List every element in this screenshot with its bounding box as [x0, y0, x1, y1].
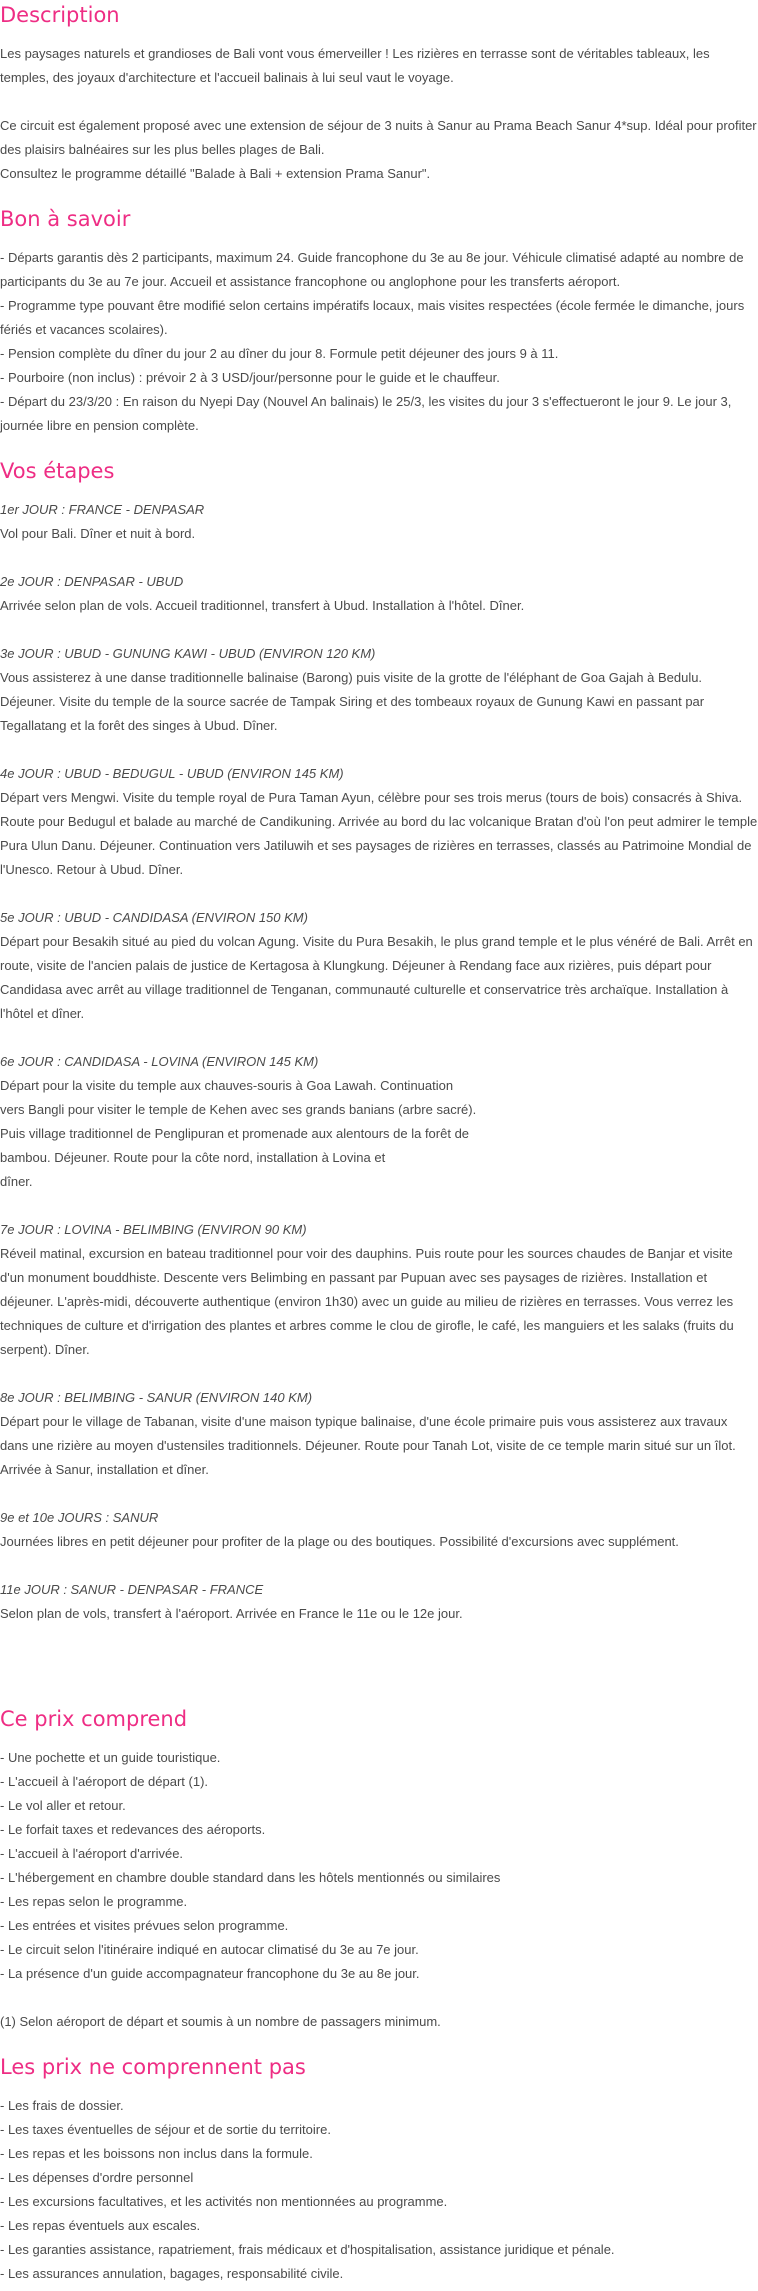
list-item: - Départs garantis dès 2 participants, maximum 24. Guide francophone du 3e au 8e jour. Véhicule climatisé adapté au nombre de participants du 3e au 7e jour. Accueil et assistance francophone ou anglophone pour les transferts aéroport.: [0, 250, 744, 289]
list-item: - Le vol aller et retour.: [0, 1798, 126, 1813]
list-item: - Les repas et les boissons non inclus dans la formule.: [0, 2146, 313, 2161]
day-title: 2e JOUR : DENPASAR - UBUD: [0, 574, 184, 589]
day-text: Départ vers Mengwi. Visite du temple royal de Pura Taman Ayun, célèbre pour ses trois merus (tours de bois) consacrés à Shiva. Route pour Bedugul et balade au marché de Candikuning. Arrivée au bord du lac volcanique Bratan d'où l'on peut admirer le temple Pura Ulun Danu. Déjeuner. Continuation vers Jatiluwih et ses paysages de rizières en terrasses, classés au Patrimoine Mondial de l'Unesco. Retour à Ubud. Dîner.: [0, 790, 758, 877]
day-title: 6e JOUR : CANDIDASA - LOVINA (ENVIRON 145 KM): [0, 1054, 319, 1069]
list-item: - Le forfait taxes et redevances des aéroports.: [0, 1822, 266, 1837]
etapes-title: Vos étapes: [0, 459, 115, 483]
etapes-section: [0, 456, 758, 1626]
bon-a-savoir-title: Bon à savoir: [0, 207, 131, 231]
day-title: 9e et 10e JOURS : SANUR: [0, 1510, 159, 1525]
list-item: - Pourboire (non inclus) : prévoir 2 à 3 USD/jour/personne pour le guide et le chauffeur.: [0, 370, 500, 385]
list-item: - Les taxes éventuelles de séjour et de sortie du territoire.: [0, 2122, 331, 2137]
day-title: 11e JOUR : SANUR - DENPASAR - FRANCE: [0, 1582, 264, 1597]
day-text: Arrivée selon plan de vols. Accueil traditionnel, transfert à Ubud. Installation à l'hôtel. Dîner.: [0, 598, 525, 613]
description-paragraph: Consultez le programme détaillé "Balade à Bali + extension Prama Sanur".: [0, 166, 431, 181]
list-item: - Une pochette et un guide touristique.: [0, 1750, 221, 1765]
day-text: Réveil matinal, excursion en bateau traditionnel pour voir des dauphins. Puis route pour les sources chaudes de Banjar et visite d'un monument bouddhiste. Descente vers Belimbing en passant par Pupuan avec ses paysages de rizières. Installation et déjeuner. L'après-midi, découverte authentique (environ 1h30) avec un guide au milieu de rizières en terrasses. Vous verrez les techniques de culture et d'irrigation des plantes et arbres comme le clou de girofle, le café, les manguiers et les salaks (fruits du serpent). Dîner.: [0, 1246, 734, 1357]
day-title: 3e JOUR : UBUD - GUNUNG KAWI - UBUD (ENVIRON 120 KM): [0, 646, 376, 661]
list-item: - L'hébergement en chambre double standard dans les hôtels mentionnés ou similaires: [0, 1870, 501, 1885]
list-item: - Programme type pouvant être modifié selon certains impératifs locaux, mais visites respectées (école fermée le dimanche, jours fériés et vacances scolaires).: [0, 298, 745, 337]
day-title: 5e JOUR : UBUD - CANDIDASA (ENVIRON 150 KM): [0, 910, 308, 925]
list-item: - L'accueil à l'aéroport d'arrivée.: [0, 1846, 184, 1861]
list-item: - Les garanties assistance, rapatriement, frais médicaux et d'hospitalisation, assistance juridique et pénale.: [0, 2242, 615, 2257]
list-item: - Les entrées et visites prévues selon programme.: [0, 1918, 289, 1933]
list-item: - Pension complète du dîner du jour 2 au dîner du jour 8. Formule petit déjeuner des jours 9 à 11.: [0, 346, 559, 361]
day-title: 4e JOUR : UBUD - BEDUGUL - UBUD (ENVIRON 145 KM): [0, 766, 344, 781]
day-text: Selon plan de vols, transfert à l'aéroport. Arrivée en France le 11e ou le 12e jour.: [0, 1606, 463, 1621]
bon-a-savoir-section: [0, 204, 758, 438]
prix-non-comprend-section: [0, 2052, 758, 2286]
prix-non-comprend-title: Les prix ne comprennent pas: [0, 2055, 306, 2079]
list-item: - Départ du 23/3/20 : En raison du Nyepi Day (Nouvel An balinais) le 25/3, les visites du jour 3 s'effectueront le jour 9. Le jour 3, journée libre en pension complète.: [0, 394, 732, 433]
list-item: - La présence d'un guide accompagnateur francophone du 3e au 8e jour.: [0, 1966, 420, 1981]
day-text: Journées libres en petit déjeuner pour profiter de la plage ou des boutiques. Possibilité d'excursions avec supplément.: [0, 1534, 679, 1549]
day-title: 7e JOUR : LOVINA - BELIMBING (ENVIRON 90 KM): [0, 1222, 307, 1237]
list-item: - Les excursions facultatives, et les activités non mentionnées au programme.: [0, 2194, 448, 2209]
prix-comprend-title: Ce prix comprend: [0, 1707, 188, 1731]
day-text: Départ pour la visite du temple aux chauves-souris à Goa Lawah. Continuation vers Bangli pour visiter le temple de Kehen avec ses grands banians (arbre sacré). Puis village traditionnel de Penglipuran et promenade aux alentours de la forêt de bambou. Déjeuner. Route pour la côte nord, installation à Lovina et: [0, 1078, 477, 1165]
day-text: Vol pour Bali. Dîner et nuit à bord.: [0, 526, 196, 541]
list-item: - L'accueil à l'aéroport de départ (1).: [0, 1774, 209, 1789]
list-item: - Les repas selon le programme.: [0, 1894, 188, 1909]
day-text: Vous assisterez à une danse traditionnelle balinaise (Barong) puis visite de la grotte de l'éléphant de Goa Gajah à Bedulu. Déjeuner. Visite du temple de la source sacrée de Tampak Siring et des tombeaux royaux de Gunung Kawi en passant par Tegallatang et la forêt des singes à Ubud. Dîner.: [0, 670, 705, 733]
list-item: - Les assurances annulation, bagages, responsabilité civile.: [0, 2266, 344, 2281]
day-title: 8e JOUR : BELIMBING - SANUR (ENVIRON 140 KM): [0, 1390, 313, 1405]
list-item: - Les dépenses d'ordre personnel: [0, 2170, 194, 2185]
day-text: dîner.: [0, 1174, 33, 1189]
day-text: Départ pour le village de Tabanan, visite d'une maison typique balinaise, d'une école primaire puis vous assisterez aux travaux dans une rizière au moyen d'ustensiles traditionnels. Déjeuner. Route pour Tanah Lot, visite de ce temple marin situé sur un îlot. Arrivée à Sanur, installation et dîner.: [0, 1414, 736, 1477]
prix-comprend-section: [0, 1704, 758, 2034]
day-title: 1er JOUR : FRANCE - DENPASAR: [0, 502, 205, 517]
day-text: Départ pour Besakih situé au pied du volcan Agung. Visite du Pura Besakih, le plus grand temple et le plus vénéré de Bali. Arrêt en route, visite de l'ancien palais de justice de Kertagosa à Klungkung. Déjeuner à Rendang face aux rizières, puis départ pour Candidasa avec arrêt au village traditionnel de Tenganan, communauté culturelle et conservatrice très archaïque. Installation à l'hôtel et dîner.: [0, 934, 753, 1021]
list-item: - Les frais de dossier.: [0, 2098, 124, 2113]
description-section: [0, 0, 758, 186]
description-paragraph: Les paysages naturels et grandioses de Bali vont vous émerveiller ! Les rizières en terrasse sont de véritables tableaux, les temples, des joyaux d'architecture et l'accueil balinais à lui seul vaut le voyage.: [0, 46, 710, 85]
list-item: - Les repas éventuels aux escales.: [0, 2218, 201, 2233]
description-paragraph: Ce circuit est également proposé avec une extension de séjour de 3 nuits à Sanur au Prama Beach Sanur 4*sup. Idéal pour profiter des plaisirs balnéaires sur les plus belles plages de Bali.: [0, 118, 757, 157]
list-item: - Le circuit selon l'itinéraire indiqué en autocar climatisé du 3e au 7e jour.: [0, 1942, 419, 1957]
description-title: Description: [0, 3, 120, 27]
footnote: (1) Selon aéroport de départ et soumis à un nombre de passagers minimum.: [0, 2014, 441, 2029]
